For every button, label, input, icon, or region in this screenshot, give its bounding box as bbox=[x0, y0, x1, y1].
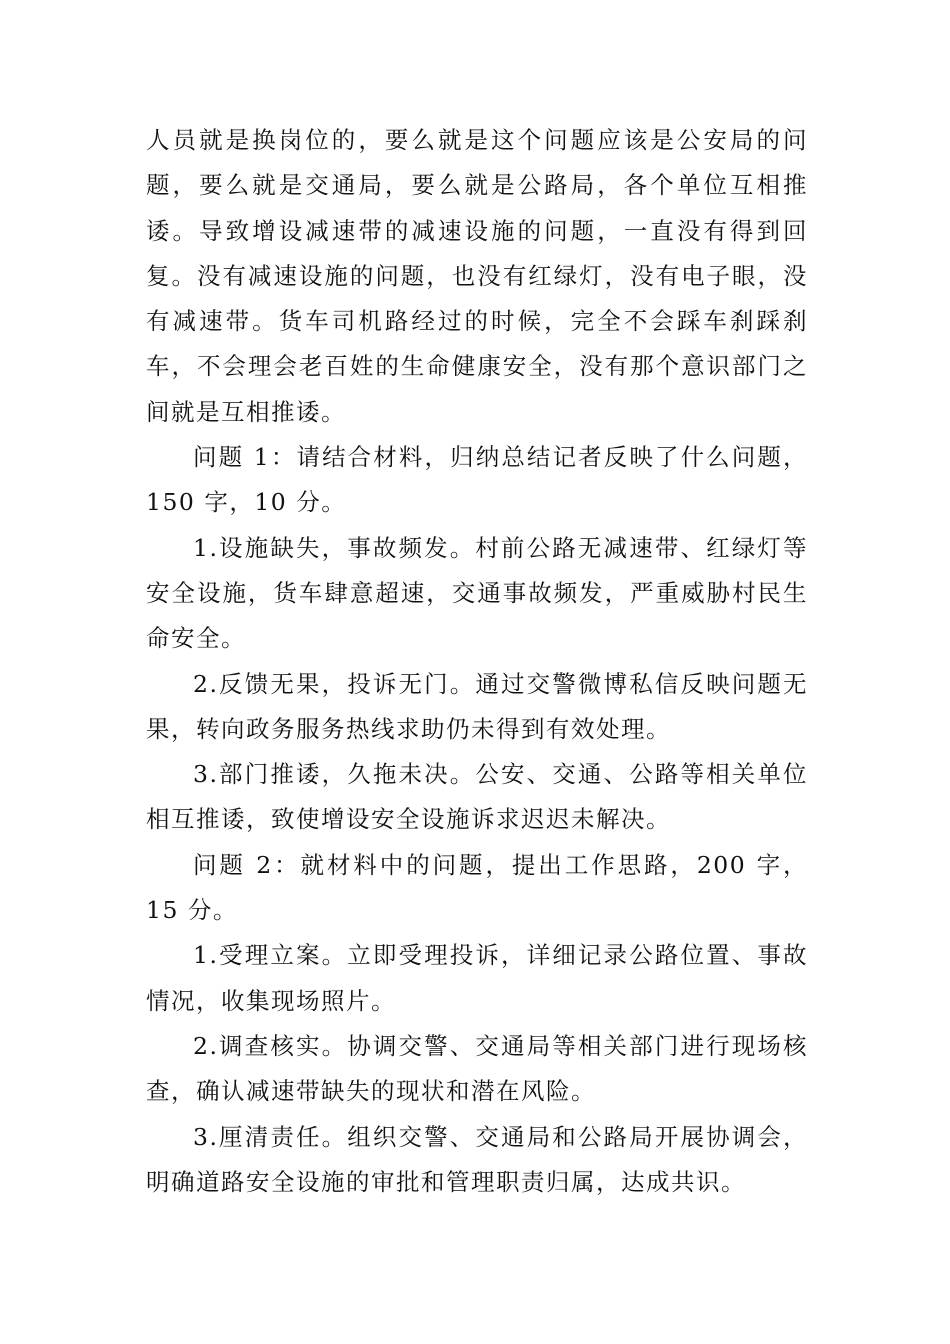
document-page bbox=[146, 118, 808, 1205]
continuation-paragraph: 人员就是换岗位的，要么就是这个问题应该是公安局的问题，要么就是交通局，要么就是公路局，各个单位互相推诿。导致增设减速带的减速设施的问题，一直没有得到回复。没有减速设施的问题，也没有红绿灯，没有电子眼，没有减速带。货车司机路经过的时候，完全不会踩车刹踩刹车，不会理会老百姓的生命健康安全，没有那个意识部门之间就是互相推诿。 bbox=[146, 126, 808, 426]
answer-2-point-3: 3.厘清责任。组织交警、交通局和公路局开展协调会，明确道路安全设施的审批和管理职责归属，达成共识。 bbox=[146, 1122, 808, 1196]
answer-1-point-2: 2.反馈无果，投诉无门。通过交警微博私信反映问题无果，转向政务服务热线求助仍未得到有效处理。 bbox=[146, 669, 808, 743]
question-2-prompt: 问题 2：就材料中的问题，提出工作思路，200 字，15 分。 bbox=[146, 850, 808, 925]
answer-2-point-2: 2.调查核实。协调交警、交通局等相关部门进行现场核查，确认减速带缺失的现状和潜在风险。 bbox=[146, 1031, 808, 1106]
answer-1-point-1: 1.设施缺失，事故频发。村前公路无减速带、红绿灯等安全设施，货车肆意超速，交通事故频发，严重威胁村民生命安全。 bbox=[146, 533, 808, 653]
answer-2-point-1: 1.受理立案。立即受理投诉，详细记录公路位置、事故情况，收集现场照片。 bbox=[146, 941, 808, 1015]
answer-1-point-3: 3.部门推诿，久拖未决。公安、交通、公路等相关单位相互推诿，致使增设安全设施诉求迟迟未解决。 bbox=[146, 760, 808, 834]
question-1-prompt: 问题 1：请结合材料，归纳总结记者反映了什么问题，150 字，10 分。 bbox=[146, 443, 808, 517]
